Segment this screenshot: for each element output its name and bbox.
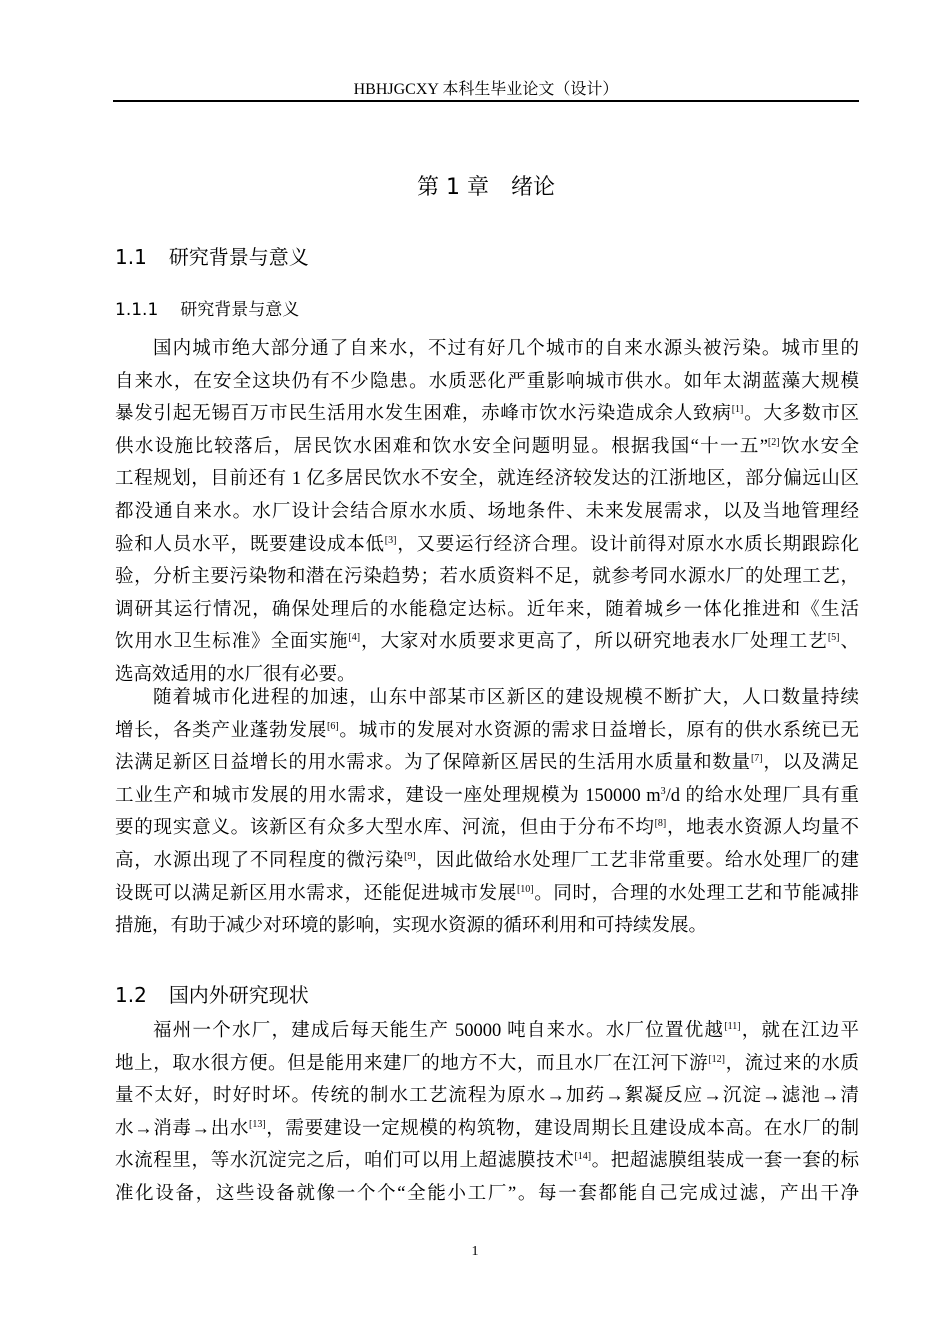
- text-run: 设既可以满足新区用水需求，还能促进城市发展: [115, 883, 517, 904]
- text-line: [115, 1113, 859, 1146]
- text-run: ，就在江边平: [740, 1021, 859, 1041]
- text-run: 要的现实意义。该新区有众多大型水库、河流，但由于分布不均: [115, 818, 655, 839]
- citation-ref: [12]: [708, 1053, 725, 1065]
- text-run: 。大多数市区: [743, 404, 859, 425]
- paragraph: [115, 333, 859, 692]
- text-run: 选高效适用的水厂很有必要。: [115, 664, 356, 685]
- citation-ref: [1]: [731, 404, 744, 416]
- text-line: [115, 1178, 859, 1211]
- text-run: 调研其运行情况，确保处理后的水能稳定达标。近年来，随着城乡一体化推进和《生活: [115, 599, 859, 620]
- text-line: [115, 333, 859, 366]
- text-line: [115, 747, 859, 780]
- text-run: ，大家对水质要求更高了，所以研究地表水厂处理工艺: [360, 632, 828, 653]
- text-line: [115, 1145, 859, 1178]
- citation-ref: 3: [660, 785, 666, 797]
- text-line: [115, 626, 859, 659]
- text-line: [115, 1080, 859, 1113]
- text-run: 验和人员水平，既要建设成本低: [115, 534, 385, 555]
- text-line: [115, 1015, 859, 1048]
- text-run: 措施，有助于减少对环境的影响，实现水资源的循环利用和可持续发展。: [115, 916, 708, 937]
- text-run: 随着城市化进程的加速，山东中部某市区新区的建设规模不断扩大，人口数量持续: [153, 688, 859, 708]
- text-line: [115, 715, 859, 748]
- text-line: [115, 594, 859, 627]
- citation-ref: [2]: [767, 436, 780, 448]
- section-title: 研究背景与意义: [168, 245, 309, 269]
- text-line: [115, 398, 859, 431]
- citation-ref: [7]: [750, 753, 763, 765]
- text-line: [115, 496, 859, 529]
- header-rule: [113, 100, 859, 102]
- section-title: 研究背景与意义: [180, 300, 300, 320]
- text-run: 工程规划，目前还有 1 亿多居民饮水不安全，就连经济较发达的江浙地区，部分偏远山区: [115, 469, 859, 490]
- citation-ref: [8]: [654, 818, 667, 830]
- text-run: 法满足新区日益增长的用水需求。为了保障新区居民的生活用水质量和数量: [115, 753, 751, 774]
- text-run: 增长，各类产业蓬勃发展: [115, 720, 327, 741]
- citation-ref: [11]: [724, 1021, 741, 1032]
- page-header: HBHJGCXY 本科生毕业论文（设计）: [353, 81, 619, 98]
- text-line: [115, 1048, 859, 1081]
- text-run: 饮水安全: [779, 436, 859, 457]
- text-line: [115, 682, 859, 715]
- citation-ref: [3]: [384, 534, 397, 546]
- text-run: ，因此做给水处理厂工艺非常重要。给水处理厂的建: [415, 850, 859, 871]
- text-run: 准化设备，这些设备就像一个个“全能小工厂”。每一套都能自己完成过滤，产出干净: [115, 1183, 859, 1204]
- text-run: ，地表水资源人均量不: [666, 818, 859, 839]
- text-line: [115, 845, 859, 878]
- text-run: 福州一个水厂，建成后每天能生产 50000 吨自来水。水厂位置优越: [153, 1021, 725, 1041]
- citation-ref: [4]: [348, 632, 361, 644]
- text-line: [115, 561, 859, 594]
- section-heading-1-1-1: [115, 295, 299, 320]
- section-number: 1.2: [115, 983, 147, 1007]
- text-line: [115, 812, 859, 845]
- text-run: 工业生产和城市发展的用水需求，建设一座处理规模为 150000 m: [115, 785, 661, 806]
- citation-ref: [10]: [516, 883, 534, 895]
- text-line: [115, 780, 859, 813]
- text-run: 国内城市绝大部分通了自来水，不过有好几个城市的自来水源头被污染。城市里的: [153, 339, 859, 359]
- citation-ref: [13]: [248, 1118, 266, 1130]
- text-line: [115, 529, 859, 562]
- text-run: ，又要运行经济合理。设计前得对原水水质长期跟踪化: [396, 534, 859, 555]
- text-run: 饮用水卫生标准》全面实施: [115, 632, 349, 653]
- citation-ref: [9]: [404, 850, 416, 862]
- text-run: 。把超滤膜组装成一套一套的标: [591, 1151, 859, 1172]
- text-run: 、: [839, 632, 859, 653]
- paragraph: [115, 682, 859, 943]
- section-heading-1-2: [115, 979, 309, 1008]
- text-run: 供水设施比较落后，居民饮水困难和饮水安全问题明显。根据我国“十一五”: [115, 436, 768, 457]
- text-run: 验，分析主要污染物和潜在污染趋势；若水质资料不足，就参考同水源水厂的处理工艺，: [115, 567, 859, 588]
- text-run: 都没通自来水。水厂设计会结合原水水质、场地条件、未来发展需求，以及当地管理经: [115, 501, 859, 522]
- citation-ref: [14]: [574, 1151, 592, 1163]
- text-run: 地上，取水很方便。但是能用来建厂的地方不大，而且水厂在江河下游: [115, 1053, 709, 1074]
- text-run: ，流过来的水质: [725, 1053, 859, 1074]
- text-run: 水流程里，等水沉淀完之后，咱们可以用上超滤膜技术: [115, 1151, 575, 1172]
- text-line: [115, 463, 859, 496]
- section-number: 1.1.1: [115, 300, 159, 320]
- page-number: 1: [471, 1244, 479, 1259]
- citation-ref: [5]: [827, 632, 840, 644]
- chapter-title: 第 1 章 绪论: [417, 175, 555, 200]
- section-number: 1.1: [115, 245, 147, 269]
- text-run: 暴发引起无锡百万市民生活用水发生困难，赤峰市饮水污染造成余人致病: [115, 404, 732, 425]
- text-line: [115, 910, 859, 943]
- text-line: [115, 366, 859, 399]
- paragraph: [115, 1015, 859, 1211]
- text-run: 高，水源出现了不同程度的微污染: [115, 850, 405, 871]
- citation-ref: [6]: [326, 720, 339, 732]
- text-run: 水→消毒→出水: [115, 1118, 249, 1139]
- text-run: 自来水，在安全这块仍有不少隐患。水质恶化严重影响城市供水。如年太湖蓝藻大规模: [115, 371, 859, 392]
- text-run: 。城市的发展对水资源的需求日益增长，原有的供水系统已无: [338, 720, 859, 741]
- section-heading-1-1: [115, 241, 309, 270]
- text-run: /d 的给水处理厂具有重: [665, 785, 859, 806]
- text-run: ，需要建设一定规模的构筑物，建设周期长且建设成本高。在水厂的制: [265, 1118, 859, 1139]
- text-line: [115, 878, 859, 911]
- section-title: 国内外研究现状: [168, 983, 309, 1007]
- text-run: 。同时，合理的水处理工艺和节能减排: [533, 883, 859, 904]
- text-line: [115, 431, 859, 464]
- text-run: 量不太好，时好时坏。传统的制水工艺流程为原水→加药→絮凝反应→沉淀→滤池→清: [115, 1086, 859, 1107]
- text-run: ，以及满足: [762, 753, 859, 774]
